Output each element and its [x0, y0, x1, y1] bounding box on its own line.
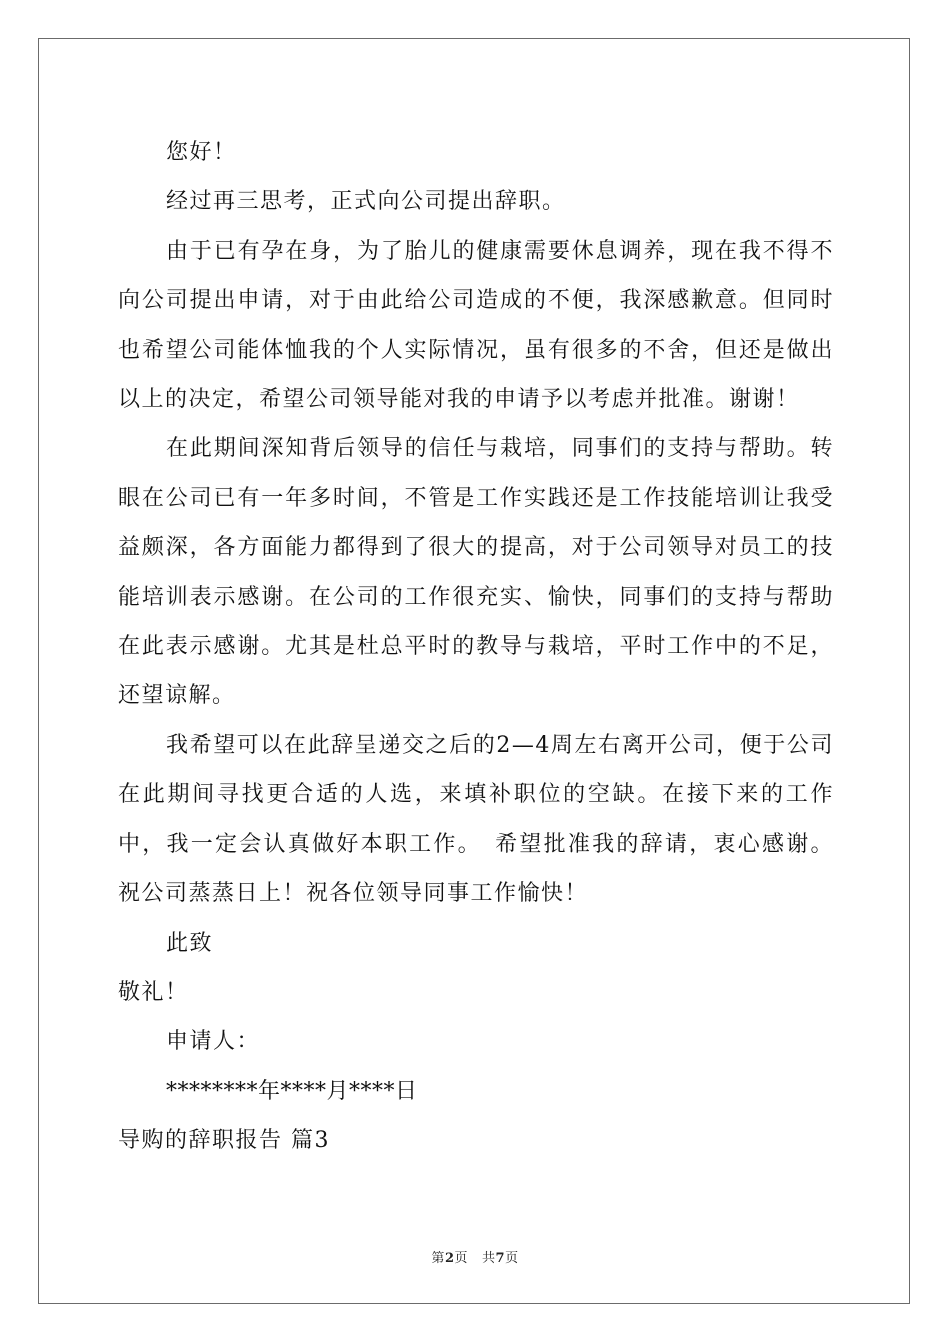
- paragraph-handover: 我希望可以在此辞呈递交之后的2—4周左右离开公司，便于公司在此期间寻找更合适的人选，来填补职位的空缺。在接下来的工作中，我一定会认真做好本职工作。 希望批准我的辞请，衷心感谢。祝公司蒸蒸日上！祝各位领导同事工作愉快！: [118, 732, 834, 907]
- applicant-line: 申请人：: [166, 1029, 261, 1055]
- total-pages: 7: [495, 1251, 506, 1266]
- paragraph-intent: 经过再三思考，正式向公司提出辞职。: [166, 189, 566, 215]
- next-section-title: 导购的辞职报告 篇3: [118, 1128, 330, 1154]
- paragraph-thanks: 在此期间深知背后领导的信任与栽培，同事们的支持与帮助。转眼在公司已有一年多时间，不管是工作实践还是工作技能培训让我受益颇深，各方面能力都得到了很大的提高，对于公司领导对员工的技能培训表示感谢。在公司的工作很充实、愉快，同事们的支持与帮助在此表示感谢。尤其是杜总平时的教导与栽培，平时工作中的不足，还望谅解。: [118, 436, 834, 709]
- total-suffix: 页: [505, 1251, 519, 1266]
- page-number: 2: [444, 1251, 455, 1266]
- page-suffix: 页: [454, 1251, 468, 1266]
- paragraph-reason: 由于已有孕在身，为了胎儿的健康需要休息调养，现在我不得不向公司提出申请，对于由此给公司造成的不便，我深感歉意。但同时也希望公司能体恤我的个人实际情况，虽有很多的不舍，但还是做出以上的决定，希望公司领导能对我的申请予以考虑并批准。谢谢！: [118, 238, 834, 413]
- page-prefix: 第: [431, 1251, 445, 1266]
- greeting: 您好！: [166, 140, 237, 165]
- page-footer: [0, 1247, 950, 1266]
- closing-salutation: 此致: [166, 930, 214, 956]
- document-body: [118, 128, 834, 1166]
- date-line: ********年****月****日: [166, 1078, 418, 1104]
- total-prefix: 共: [482, 1251, 496, 1266]
- closing-regards: 敬礼！: [118, 979, 189, 1005]
